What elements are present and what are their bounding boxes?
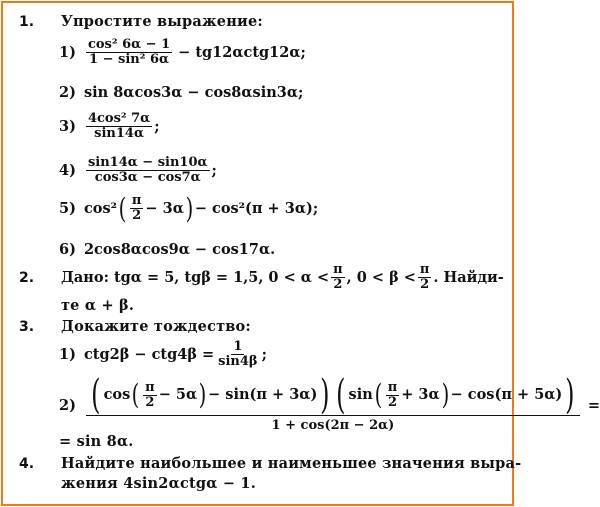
expression-1-3	[59, 112, 160, 141]
expression-rest: − cos²(π + 3α);	[194, 200, 319, 217]
numerator: π	[333, 262, 343, 277]
expression-1-5	[59, 191, 319, 225]
problem-prompt: Докажите тождество:	[61, 318, 251, 335]
sin-label: sin	[348, 386, 373, 403]
expression-text: cos²	[83, 200, 117, 217]
problem-prompt: Дано: tgα = 5, tgβ = 1,5, 0 < α <	[61, 269, 330, 286]
fraction	[143, 381, 157, 410]
numerator: cos² 6α − 1	[87, 37, 171, 52]
left-paren: (	[336, 372, 346, 418]
item-label: 2)	[59, 397, 76, 414]
expression-text: + 3α	[401, 386, 440, 403]
numerator: π	[387, 379, 398, 395]
fraction	[331, 263, 345, 292]
fraction	[86, 38, 172, 67]
right-paren: )	[198, 378, 207, 411]
numerator: π	[131, 193, 142, 208]
denominator: sin4β	[218, 354, 258, 369]
expression-rest: ;	[261, 346, 267, 363]
expression-1-2	[59, 84, 303, 101]
fraction	[418, 263, 432, 292]
problem-2-condition	[61, 263, 504, 292]
fraction	[130, 194, 144, 223]
big-fraction	[86, 372, 580, 436]
left-paren: (	[374, 378, 383, 411]
expression-rest: − tg12αctg12α;	[178, 44, 306, 61]
denominator: 2	[145, 394, 155, 410]
fraction	[86, 156, 210, 185]
left-paren: (	[91, 372, 101, 418]
right-paren: )	[185, 191, 194, 225]
fraction	[386, 381, 400, 410]
problem-prompt-line2: жения 4sin2αctgα − 1.	[61, 475, 256, 492]
numerator: π	[419, 262, 430, 277]
expression-1-6	[59, 241, 275, 258]
denominator: cos3α − cos7α	[94, 170, 201, 185]
expression-rest: ;	[154, 118, 160, 135]
cos-label: cos	[103, 386, 131, 403]
expression-1-4	[59, 156, 217, 185]
denominator: 1 + cos(2π − 2α)	[271, 418, 395, 433]
expression-text: − sin(π + 3α)	[208, 386, 318, 403]
item-label: 2)	[59, 84, 76, 101]
identity-result: = sin 8α.	[59, 433, 134, 450]
numerator	[86, 372, 580, 418]
left-paren: (	[118, 191, 127, 225]
denominator: 2	[420, 277, 430, 292]
expression-text: ctg2β − ctg4β =	[83, 346, 215, 363]
fraction	[86, 112, 152, 141]
right-paren: )	[441, 378, 449, 411]
expression-text: − 5α	[158, 386, 198, 403]
numerator: π	[145, 379, 155, 395]
expression-3-1	[59, 340, 267, 369]
expression-text: − cos(π + 5α)	[450, 386, 563, 403]
problem-number: 4.	[19, 456, 35, 472]
item-label: 4)	[59, 162, 76, 179]
expression-text: − 3α	[145, 200, 184, 217]
item-label: 6)	[59, 241, 76, 258]
numerator: sin14α − sin10α	[87, 155, 208, 170]
denominator: 2	[387, 394, 397, 410]
item-label: 1)	[59, 346, 76, 363]
right-paren: )	[565, 372, 575, 418]
denominator: 2	[132, 208, 142, 223]
item-label: 3)	[59, 118, 76, 135]
problem-prompt: Упростите выражение:	[61, 13, 263, 30]
denominator: 2	[333, 277, 343, 292]
fraction	[216, 340, 259, 369]
problem-number: 3.	[19, 319, 35, 335]
right-paren: )	[320, 372, 330, 418]
expression-rest: ;	[211, 162, 217, 179]
problem-number: 1.	[19, 14, 35, 30]
numerator: 1	[233, 339, 243, 354]
expression-text: sin 8αcos3α − cos8αsin3α;	[83, 84, 304, 101]
item-label: 1)	[59, 44, 76, 61]
problem-number: 2.	[19, 270, 35, 286]
numerator: 4cos² 7α	[87, 111, 151, 126]
expression-text: 2cos8αcos9α − cos17α.	[83, 241, 276, 258]
denominator: 1 − sin² 6α	[89, 52, 170, 67]
problem-prompt: Найдите наибольшее и наименьшее значения выра-	[61, 455, 522, 472]
expression-3-2	[59, 372, 600, 436]
expression-1-1	[59, 38, 306, 67]
equals-sign: =	[587, 397, 600, 414]
expression-text: . Найди-	[433, 269, 504, 286]
denominator: sin14α	[94, 126, 144, 141]
left-paren: (	[131, 378, 140, 411]
item-label: 5)	[59, 200, 76, 217]
expression-text: , 0 < β <	[346, 269, 416, 286]
problem-prompt-line2: те α + β.	[61, 297, 135, 314]
